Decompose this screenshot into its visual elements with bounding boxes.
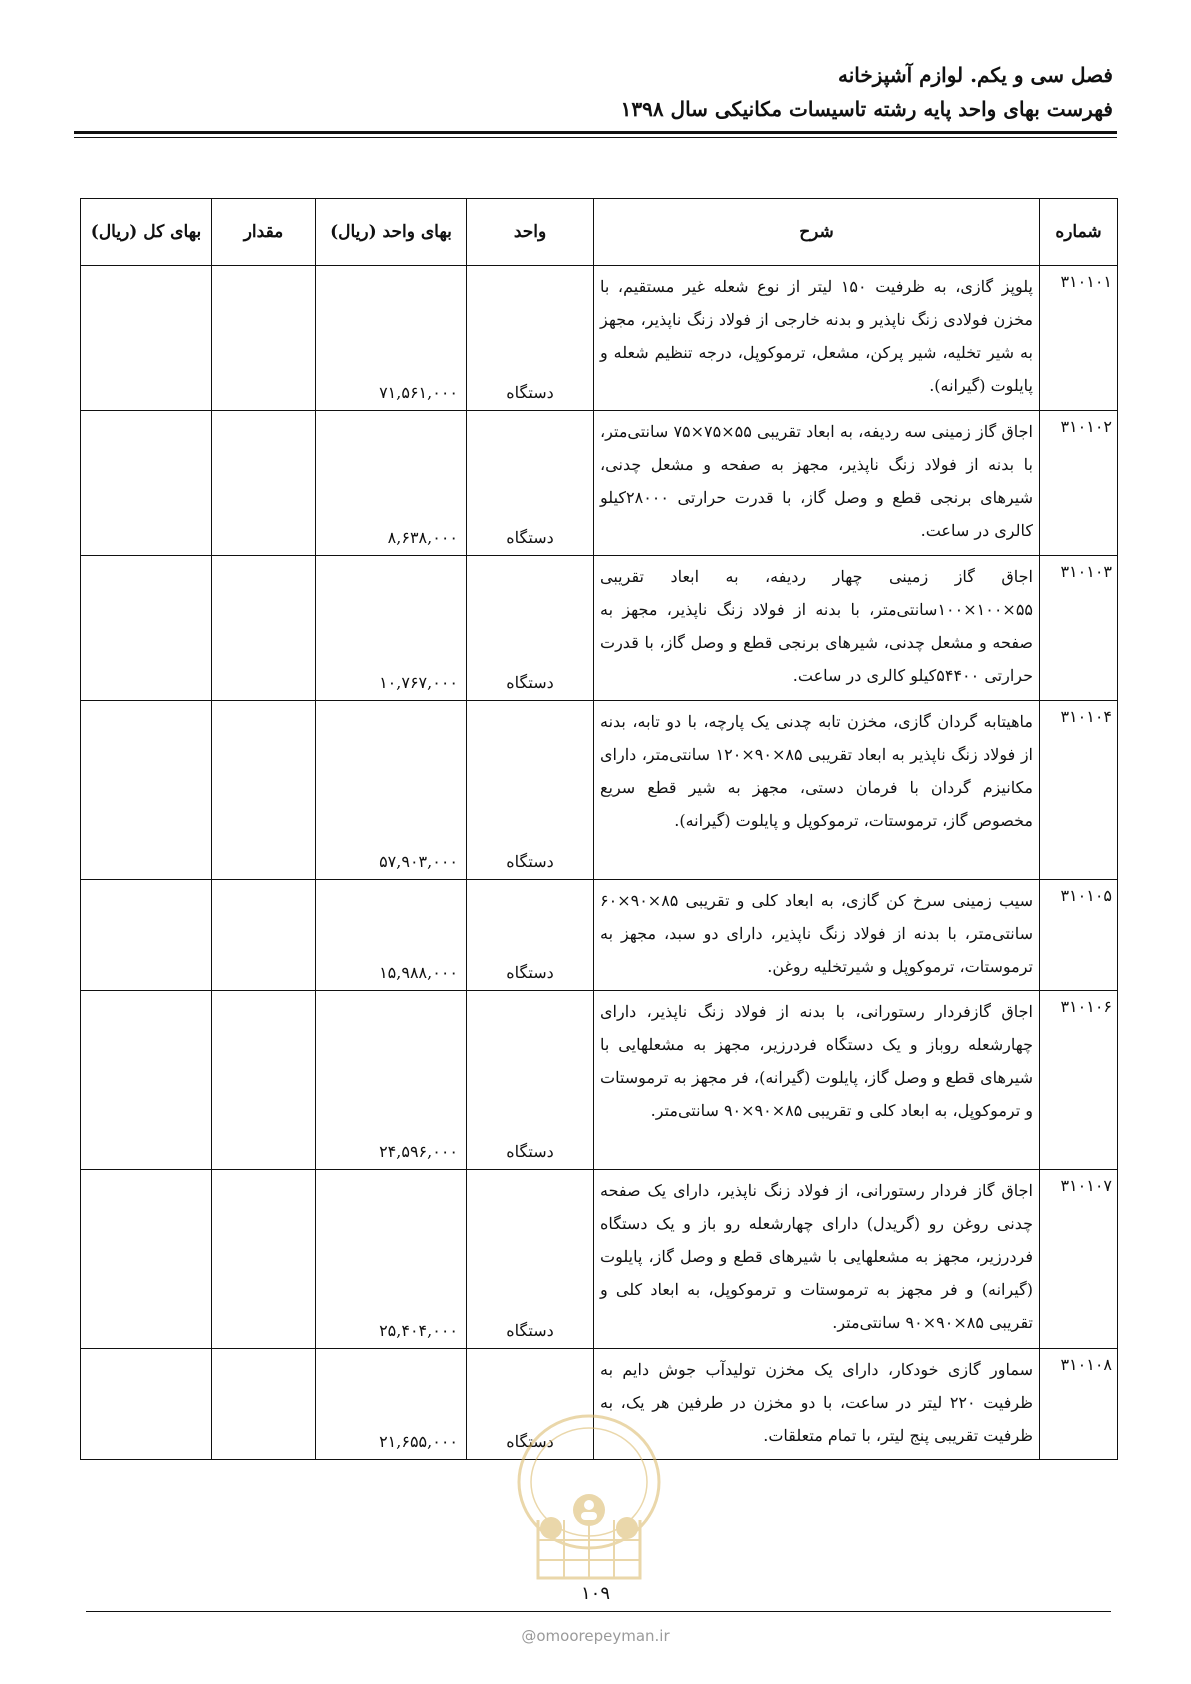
item-code: ۳۱۰۱۰۷ xyxy=(1040,1170,1118,1349)
column-header-unit: واحد xyxy=(467,199,594,266)
item-unit-price: ۷۱,۵۶۱,۰۰۰ xyxy=(316,266,467,411)
item-total-price xyxy=(81,880,212,991)
price-table xyxy=(80,198,1118,1460)
column-header-code: شماره xyxy=(1040,199,1118,266)
header-rule-thin xyxy=(74,137,1117,138)
item-unit-price: ۱۰,۷۶۷,۰۰۰ xyxy=(316,556,467,701)
item-unit-price: ۵۷,۹۰۳,۰۰۰ xyxy=(316,701,467,880)
item-unit: دستگاه xyxy=(467,701,594,880)
item-unit-price: ۲۵,۴۰۴,۰۰۰ xyxy=(316,1170,467,1349)
website-watermark: @omoorepeyman.ir xyxy=(521,1627,670,1645)
item-unit: دستگاه xyxy=(467,991,594,1170)
table-row xyxy=(81,1170,1118,1349)
item-description: اجاق گاز زمینی چهار ردیفه، به ابعاد تقریبی ۵۵×۱۰۰×۱۰۰سانتی‌متر، با بدنه از فولاد زنگ ناپذیر، مجهز به صفحه و مشعل چدنی، شیرهای برنجی قطع و وصل گاز، با قدرت حرارتی ۵۴۴۰۰کیلو کالری در ساعت. xyxy=(594,556,1040,701)
item-quantity xyxy=(212,1170,316,1349)
header-rule-thick xyxy=(74,131,1117,134)
item-unit: دستگاه xyxy=(467,266,594,411)
table-row xyxy=(81,411,1118,556)
item-description: اجاق گاز فردار رستورانی، از فولاد زنگ ناپذیر، دارای یک صفحه چدنی روغن رو (گریدل) دارای چهارشعله رو باز و یک دستگاه فردرزیر، مجهز به مشعلهایی با شیرهای قطع و وصل گاز، پایلوت (گیرانه) و فر مجهز به ترموستات و ترموکوپل، به ابعاد کلی و تقریبی ۸۵×۹۰×۹۰ سانتی‌متر. xyxy=(594,1170,1040,1349)
item-code: ۳۱۰۱۰۸ xyxy=(1040,1349,1118,1460)
seal-logo-icon xyxy=(508,1410,670,1590)
item-quantity xyxy=(212,991,316,1170)
item-code: ۳۱۰۱۰۵ xyxy=(1040,880,1118,991)
footer-rule xyxy=(86,1611,1111,1612)
item-unit-price: ۲۱,۶۵۵,۰۰۰ xyxy=(316,1349,467,1460)
chapter-title: فصل سی و یکم. لوازم آشپزخانه xyxy=(838,63,1113,87)
item-quantity xyxy=(212,266,316,411)
column-header-unit-price: بهای واحد (ریال) xyxy=(316,199,467,266)
column-header-description: شرح xyxy=(594,199,1040,266)
item-total-price xyxy=(81,1349,212,1460)
item-quantity xyxy=(212,556,316,701)
item-description: اجاق گاز زمینی سه ردیفه، به ابعاد تقریبی ۵۵×۷۵×۷۵ سانتی‌متر، با بدنه از فولاد زنگ ناپذیر، مجهز به صفحه و مشعل چدنی، شیرهای برنجی قطع و وصل گاز، با قدرت حرارتی ۲۸۰۰۰کیلو کالری در ساعت. xyxy=(594,411,1040,556)
item-unit: دستگاه xyxy=(467,556,594,701)
item-description: سماور گازی خودکار، دارای یک مخزن تولیدآب جوش دایم به ظرفیت ۲۲۰ لیتر در ساعت، با دو مخزن در طرفین هر یک، به ظرفیت تقریبی پنج لیتر، با تمام متعلقات. xyxy=(594,1349,1040,1460)
item-code: ۳۱۰۱۰۳ xyxy=(1040,556,1118,701)
item-total-price xyxy=(81,991,212,1170)
item-unit-price: ۲۴,۵۹۶,۰۰۰ xyxy=(316,991,467,1170)
item-description: سیب زمینی سرخ کن گازی، به ابعاد کلی و تقریبی ۸۵×۹۰×۶۰ سانتی‌متر، با بدنه از فولاد زنگ ناپذیر، دارای دو سبد، مجهز به ترموستات، ترموکوپل و شیرتخلیه روغن. xyxy=(594,880,1040,991)
item-unit: دستگاه xyxy=(467,1170,594,1349)
item-description: ماهیتابه گردان گازی، مخزن تابه چدنی یک پارچه، با دو تابه، بدنه از فولاد زنگ ناپذیر به ابعاد تقریبی ۸۵×۹۰×۱۲۰ سانتی‌متر، دارای مکانیزم گردان با فرمان دستی، مجهز به شیر قطع سریع مخصوص گاز، ترموستات، ترموکوپل و پایلوت (گیرانه). xyxy=(594,701,1040,880)
page-header xyxy=(621,58,1113,126)
table-row xyxy=(81,880,1118,991)
item-total-price xyxy=(81,1170,212,1349)
table-row xyxy=(81,266,1118,411)
item-unit-price: ۱۵,۹۸۸,۰۰۰ xyxy=(316,880,467,991)
table-row xyxy=(81,991,1118,1170)
item-total-price xyxy=(81,266,212,411)
item-unit-price: ۸,۶۳۸,۰۰۰ xyxy=(316,411,467,556)
item-code: ۳۱۰۱۰۴ xyxy=(1040,701,1118,880)
item-quantity xyxy=(212,701,316,880)
column-header-quantity: مقدار xyxy=(212,199,316,266)
item-quantity xyxy=(212,411,316,556)
item-total-price xyxy=(81,411,212,556)
item-total-price xyxy=(81,556,212,701)
item-code: ۳۱۰۱۰۶ xyxy=(1040,991,1118,1170)
item-unit: دستگاه xyxy=(467,880,594,991)
item-unit: دستگاه xyxy=(467,411,594,556)
item-code: ۳۱۰۱۰۱ xyxy=(1040,266,1118,411)
item-description: اجاق گازفردار رستورانی، با بدنه از فولاد زنگ ناپذیر، دارای چهارشعله روباز و یک دستگاه فردرزیر، مجهز به مشعلهایی با شیرهای قطع و وصل گاز، پایلوت (گیرانه)، فر مجهز به ترموستات و ترموکوپل، به ابعاد کلی و تقریبی ۸۵×۹۰×۹۰ سانتی‌متر. xyxy=(594,991,1040,1170)
item-quantity xyxy=(212,1349,316,1460)
table-row xyxy=(81,556,1118,701)
table-header-row xyxy=(81,199,1118,266)
column-header-total-price: بهای کل (ریال) xyxy=(81,199,212,266)
item-total-price xyxy=(81,701,212,880)
item-quantity xyxy=(212,880,316,991)
table-row xyxy=(81,701,1118,880)
item-unit: دستگاه xyxy=(467,1349,594,1460)
item-code: ۳۱۰۱۰۲ xyxy=(1040,411,1118,556)
price-list-title: فهرست بهای واحد پایه رشته تاسیسات مکانیکی سال ۱۳۹۸ xyxy=(620,97,1113,121)
item-description: پلوپز گازی، به ظرفیت ۱۵۰ لیتر از نوع شعله غیر مستقیم، با مخزن فولادی زنگ ناپذیر و بدنه خارجی از فولاد زنگ ناپذیر، مجهز به شیر تخلیه، شیر پرکن، مشعل، ترموکوپل، درجه تنظیم شعله و پایلوت (گیرانه). xyxy=(594,266,1040,411)
page-number: ۱۰۹ xyxy=(580,1583,610,1604)
